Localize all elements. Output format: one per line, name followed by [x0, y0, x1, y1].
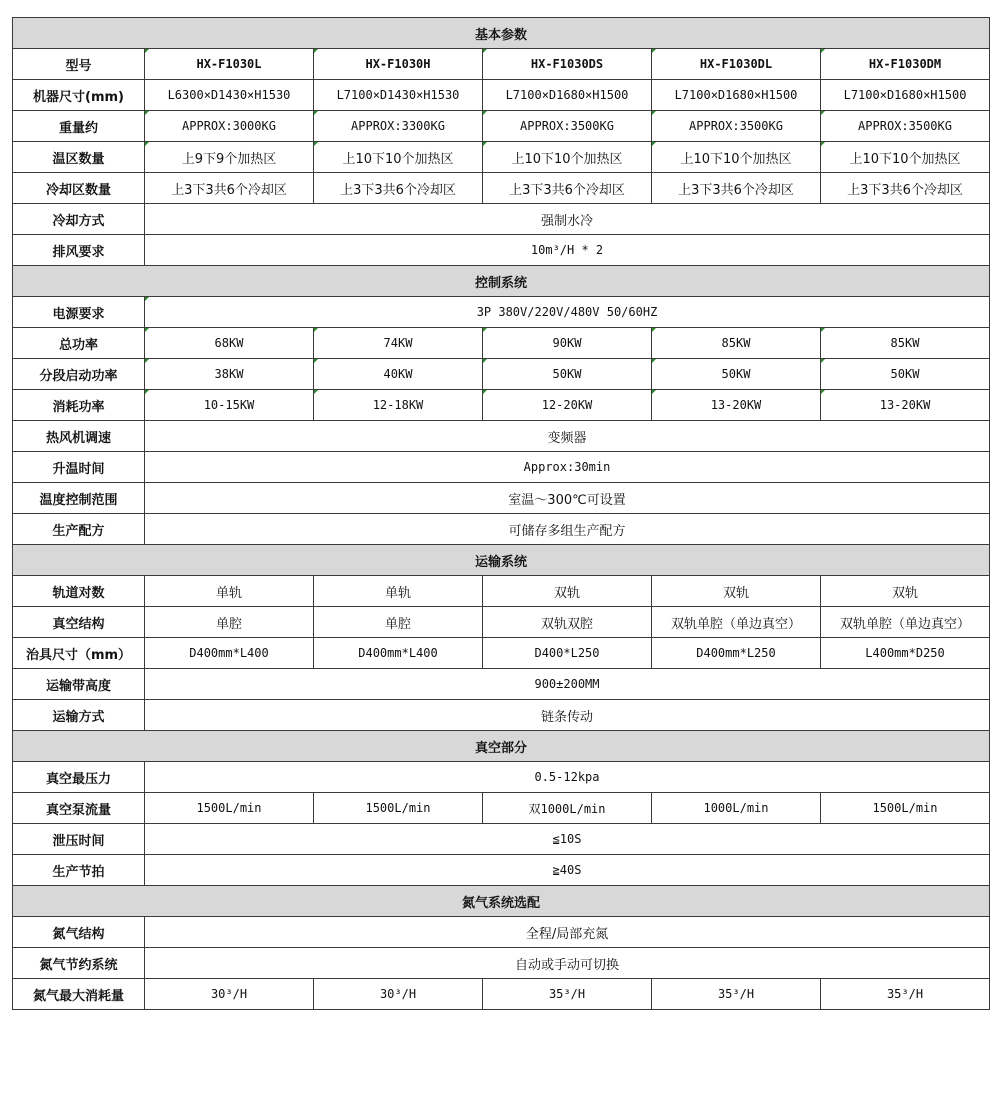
- value-cell-merged: Approx:30min: [145, 452, 990, 483]
- value-cell: L400mm*D250: [821, 638, 990, 669]
- row-label: 总功率: [13, 328, 145, 359]
- value-cell: 90KW: [483, 328, 652, 359]
- value-cell: 上10下10个加热区: [652, 142, 821, 173]
- row-start-power: [13, 359, 990, 390]
- value-cell: 单腔: [145, 607, 314, 638]
- row-label: 真空泵流量: [13, 793, 145, 824]
- value-cell-merged: ≦10S: [145, 824, 990, 855]
- row-label: 真空最压力: [13, 762, 145, 793]
- section-title: 氮气系统选配: [13, 886, 990, 917]
- value-cell: APPROX:3500KG: [652, 111, 821, 142]
- row-rails: [13, 576, 990, 607]
- value-cell-merged: 可储存多组生产配方: [145, 514, 990, 545]
- value-cell: 双轨: [483, 576, 652, 607]
- value-cell: 单轨: [145, 576, 314, 607]
- section-transport: [13, 545, 990, 576]
- value-cell: 85KW: [821, 328, 990, 359]
- value-cell-merged: 3P 380V/220V/480V 50/60HZ: [145, 297, 990, 328]
- value-cell: APPROX:3500KG: [821, 111, 990, 142]
- row-label: 真空结构: [13, 607, 145, 638]
- row-label: 消耗功率: [13, 390, 145, 421]
- section-basic: [13, 18, 990, 49]
- section-title: 真空部分: [13, 731, 990, 762]
- value-cell: D400mm*L250: [652, 638, 821, 669]
- value-cell: 上9下9个加热区: [145, 142, 314, 173]
- value-cell: L7100×D1680×H1500: [652, 80, 821, 111]
- value-cell: 40KW: [314, 359, 483, 390]
- row-cool-zones: [13, 173, 990, 204]
- value-cell: 38KW: [145, 359, 314, 390]
- row-label: 氮气最大消耗量: [13, 979, 145, 1010]
- value-cell: 上10下10个加热区: [314, 142, 483, 173]
- row-label: 冷却方式: [13, 204, 145, 235]
- value-cell: D400mm*L400: [145, 638, 314, 669]
- value-cell: 35³/H: [821, 979, 990, 1010]
- row-cycle: [13, 855, 990, 886]
- row-size: [13, 80, 990, 111]
- row-label: 机器尺寸(mm): [13, 80, 145, 111]
- value-cell: 30³/H: [314, 979, 483, 1010]
- value-cell: HX-F1030L: [145, 49, 314, 80]
- value-cell: HX-F1030DL: [652, 49, 821, 80]
- value-cell: L7100×D1680×H1500: [483, 80, 652, 111]
- value-cell: 85KW: [652, 328, 821, 359]
- value-cell: D400mm*L400: [314, 638, 483, 669]
- value-cell: 双轨: [652, 576, 821, 607]
- value-cell: 双轨单腔（单边真空）: [652, 607, 821, 638]
- value-cell-merged: 强制水冷: [145, 204, 990, 235]
- value-cell: L6300×D1430×H1530: [145, 80, 314, 111]
- value-cell: 74KW: [314, 328, 483, 359]
- value-cell: 10-15KW: [145, 390, 314, 421]
- value-cell: 双轨单腔（单边真空）: [821, 607, 990, 638]
- row-cool-method: [13, 204, 990, 235]
- row-fan-speed: [13, 421, 990, 452]
- value-cell: 30³/H: [145, 979, 314, 1010]
- row-label: 氮气节约系统: [13, 948, 145, 979]
- row-label: 重量约: [13, 111, 145, 142]
- value-cell: HX-F1030DS: [483, 49, 652, 80]
- row-label: 生产配方: [13, 514, 145, 545]
- row-recipes: [13, 514, 990, 545]
- value-cell: D400*L250: [483, 638, 652, 669]
- row-fixture: [13, 638, 990, 669]
- value-cell: 上3下3共6个冷却区: [652, 173, 821, 204]
- row-belt-height: [13, 669, 990, 700]
- row-label: 升温时间: [13, 452, 145, 483]
- row-n2-struct: [13, 917, 990, 948]
- row-label: 生产节拍: [13, 855, 145, 886]
- value-cell-merged: ≧40S: [145, 855, 990, 886]
- value-cell: APPROX:3300KG: [314, 111, 483, 142]
- value-cell-merged: 0.5-12kpa: [145, 762, 990, 793]
- value-cell: 12-20KW: [483, 390, 652, 421]
- section-control: [13, 266, 990, 297]
- value-cell: 50KW: [483, 359, 652, 390]
- value-cell-merged: 变频器: [145, 421, 990, 452]
- section-vacuum: [13, 731, 990, 762]
- row-label: 温区数量: [13, 142, 145, 173]
- row-vac-struct: [13, 607, 990, 638]
- section-title: 控制系统: [13, 266, 990, 297]
- row-exhaust: [13, 235, 990, 266]
- row-label: 冷却区数量: [13, 173, 145, 204]
- value-cell: 单轨: [314, 576, 483, 607]
- value-cell: 13-20KW: [821, 390, 990, 421]
- row-n2-saving: [13, 948, 990, 979]
- value-cell: 68KW: [145, 328, 314, 359]
- value-cell-merged: 室温～300℃可设置: [145, 483, 990, 514]
- row-label: 轨道对数: [13, 576, 145, 607]
- value-cell: 1500L/min: [145, 793, 314, 824]
- value-cell: HX-F1030DM: [821, 49, 990, 80]
- value-cell: HX-F1030H: [314, 49, 483, 80]
- value-cell: 50KW: [821, 359, 990, 390]
- value-cell-merged: 10m³/H * 2: [145, 235, 990, 266]
- row-n2-max: [13, 979, 990, 1010]
- row-max-pressure: [13, 762, 990, 793]
- value-cell: 单腔: [314, 607, 483, 638]
- section-title: 基本参数: [13, 18, 990, 49]
- section-title: 运输系统: [13, 545, 990, 576]
- value-cell: 50KW: [652, 359, 821, 390]
- value-cell-merged: 900±200MM: [145, 669, 990, 700]
- row-temp-range: [13, 483, 990, 514]
- value-cell: 35³/H: [652, 979, 821, 1010]
- value-cell: APPROX:3000KG: [145, 111, 314, 142]
- value-cell: 双轨: [821, 576, 990, 607]
- row-label: 运输方式: [13, 700, 145, 731]
- row-weight: [13, 111, 990, 142]
- value-cell: 上3下3共6个冷却区: [821, 173, 990, 204]
- value-cell: 12-18KW: [314, 390, 483, 421]
- value-cell: 1500L/min: [821, 793, 990, 824]
- value-cell: 上10下10个加热区: [483, 142, 652, 173]
- value-cell: 上3下3共6个冷却区: [145, 173, 314, 204]
- value-cell-merged: 链条传动: [145, 700, 990, 731]
- value-cell: 双1000L/min: [483, 793, 652, 824]
- row-label: 温度控制范围: [13, 483, 145, 514]
- row-label: 治具尺寸（mm）: [13, 638, 145, 669]
- value-cell-merged: 自动或手动可切换: [145, 948, 990, 979]
- section-nitrogen: [13, 886, 990, 917]
- value-cell: 13-20KW: [652, 390, 821, 421]
- row-label: 运输带高度: [13, 669, 145, 700]
- value-cell: 上3下3共6个冷却区: [314, 173, 483, 204]
- value-cell: 1000L/min: [652, 793, 821, 824]
- value-cell: L7100×D1680×H1500: [821, 80, 990, 111]
- value-cell: 双轨双腔: [483, 607, 652, 638]
- value-cell: L7100×D1430×H1530: [314, 80, 483, 111]
- row-total-power: [13, 328, 990, 359]
- row-pump-flow: [13, 793, 990, 824]
- value-cell: 上10下10个加热区: [821, 142, 990, 173]
- row-release-time: [13, 824, 990, 855]
- value-cell: APPROX:3500KG: [483, 111, 652, 142]
- spec-table: [12, 17, 990, 1010]
- value-cell: 35³/H: [483, 979, 652, 1010]
- row-heat-time: [13, 452, 990, 483]
- row-model: [13, 49, 990, 80]
- row-label: 氮气结构: [13, 917, 145, 948]
- row-label: 分段启动功率: [13, 359, 145, 390]
- row-label: 排风要求: [13, 235, 145, 266]
- row-consumption: [13, 390, 990, 421]
- row-label: 泄压时间: [13, 824, 145, 855]
- row-transport-method: [13, 700, 990, 731]
- row-label: 型号: [13, 49, 145, 80]
- row-zones: [13, 142, 990, 173]
- value-cell-merged: 全程/局部充氮: [145, 917, 990, 948]
- value-cell: 上3下3共6个冷却区: [483, 173, 652, 204]
- value-cell: 1500L/min: [314, 793, 483, 824]
- row-power-req: [13, 297, 990, 328]
- row-label: 热风机调速: [13, 421, 145, 452]
- row-label: 电源要求: [13, 297, 145, 328]
